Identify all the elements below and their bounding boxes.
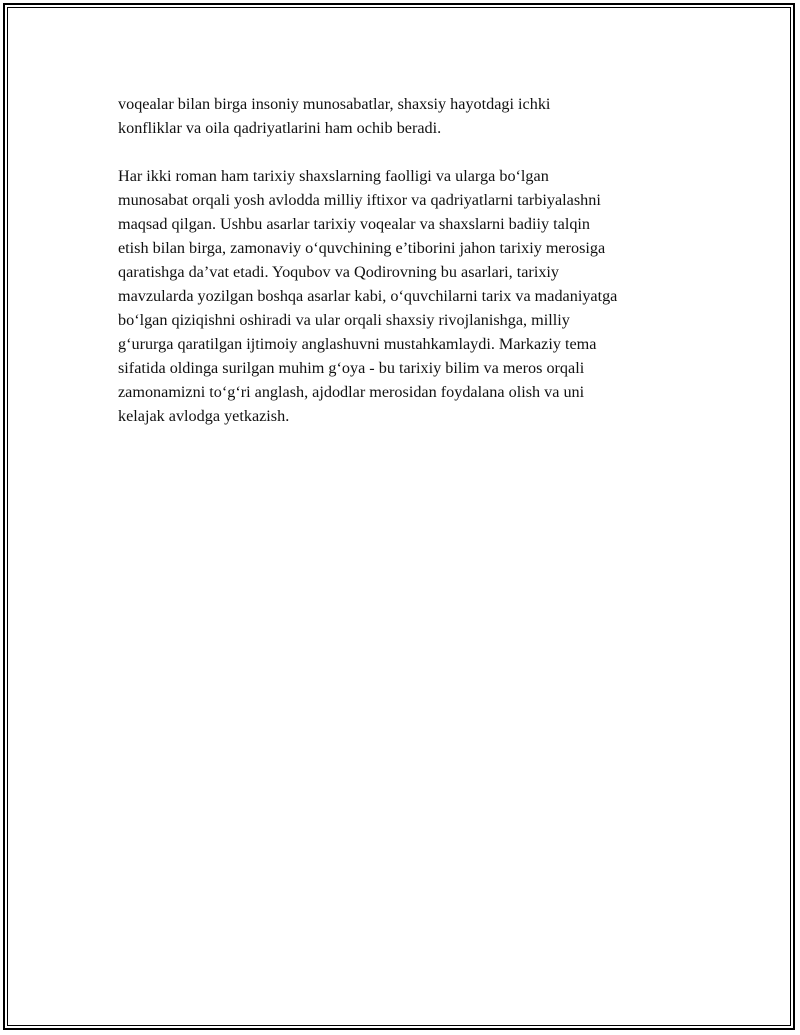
text-line: voqealar bilan birga insoniy munosabatlar, shaxsiy hayotdagi ichki [118, 95, 551, 113]
text-line: munosabat orqali yosh avlodda milliy iftixor va qadriyatlarni tarbiyalashni [118, 191, 601, 209]
text-line: konfliklar va oila qadriyatlarini ham ochib beradi. [118, 119, 442, 137]
text-line: qaratishga da’vat etadi. Yoqubov va Qodirovning bu asarlari, tarixiy [118, 263, 560, 281]
text-line: gʻururga qaratilgan ijtimoiy anglashuvni mustahkamlaydi. Markaziy tema [118, 335, 597, 353]
text-line: zamonamizni toʻgʻri anglash, ajdodlar merosidan foydalana olish va uni [118, 383, 585, 401]
paragraph [118, 92, 693, 140]
text-line: sifatida oldinga surilgan muhim gʻoya - bu tarixiy bilim va meros orqali [118, 359, 585, 377]
document-body [118, 92, 693, 428]
paragraph-spacer [118, 140, 693, 164]
text-line: boʻlgan qiziqishni oshiradi va ular orqali shaxsiy rivojlanishga, milliy [118, 311, 570, 329]
text-line: maqsad qilgan. Ushbu asarlar tarixiy voqealar va shaxslarni badiiy talqin [118, 215, 590, 233]
paragraph [118, 164, 693, 428]
text-line: kelajak avlodga yetkazish. [118, 407, 290, 425]
text-line: etish bilan birga, zamonaviy oʻquvchining e’tiborini jahon tarixiy merosiga [118, 239, 606, 257]
text-line: Har ikki roman ham tarixiy shaxslarning faolligi va ularga boʻlgan [118, 167, 549, 185]
text-line: mavzularda yozilgan boshqa asarlar kabi, oʻquvchilarni tarix va madaniyatga [118, 287, 618, 305]
